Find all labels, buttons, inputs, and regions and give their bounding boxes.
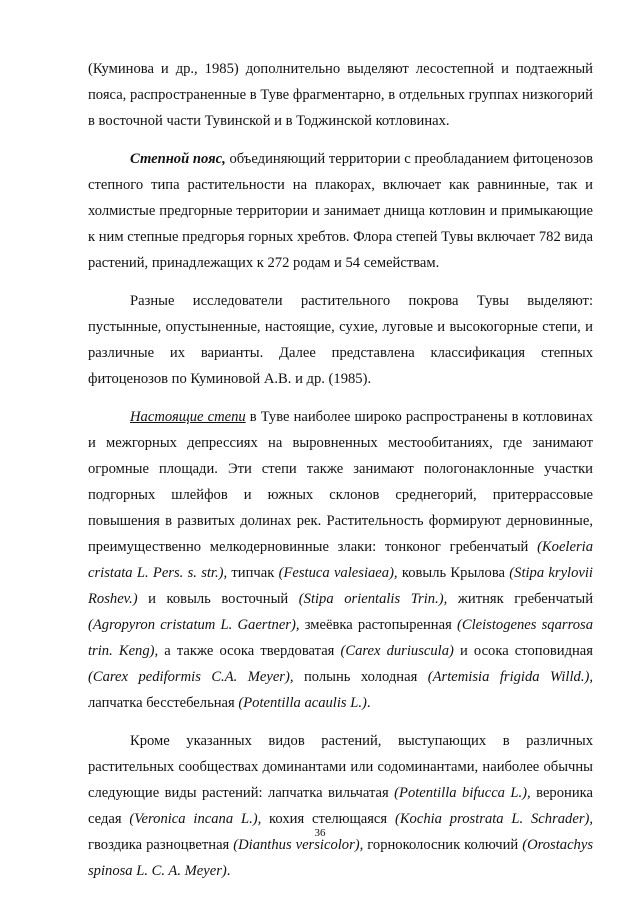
text-segment: и ковыль восточный [137, 591, 299, 607]
latin-name: (Orostachys spinosa L. C. A. Meyer) [88, 837, 593, 879]
text-segment: лапчатка бесстебельная [88, 695, 239, 711]
latin-name: (Potentilla bifucca L.), [394, 785, 531, 801]
paragraph-1-text: (Куминова и др., 1985) дополнительно выделяют лесостепной и подтаежный пояса, распространенные в Туве фрагментарно, в отдельных группах низкогорий в восточной части Тувинской и в Тоджинской котловинах. [88, 61, 593, 129]
term-steppe-belt: Степной пояс, [130, 151, 226, 167]
text-segment: в Туве наиболее широко распространены в котловинах и межгорных депрессиях на выровненных местообитаниях, где занимают огромные площади. Эти степи также занимают пологонаклонные участки подгорных шлейфов и южных склонов среднегорий, притеррассовые повышения в развитых долинах рек. Растительность формируют дерновинные, преимущественно мелкодерновинные злаки: тонконог гребенчатый [88, 409, 593, 555]
latin-name: (Artemisia frigida Willd.), [427, 669, 593, 685]
text-segment: типчак [227, 565, 279, 581]
latin-name: (Kochia prostrata L. Schrader), [394, 811, 594, 827]
term-true-steppes: Настоящие степи [130, 409, 246, 425]
latin-name: (Agropyron cristatum L. Gaertner), [88, 617, 300, 633]
paragraph-2-text: объединяющий территории с преобладанием фитоценозов степного типа растительности на плакорах, включает как равнинные, так и холмистые предгорные территории и занимает днища котловин и примыкающие к ним степные предгорья горных хребтов. Флора степей Тувы включает 782 вида растений, принадлежащих к 272 родам и 54 семействам. [88, 151, 593, 271]
latin-name: (Cleistogenes sqarrosa trin. Keng), [88, 617, 593, 659]
latin-name: (Carex pediformis C.A. Meyer), [88, 669, 294, 685]
latin-name: (Stipa krylovii Roshev.) [88, 565, 593, 607]
text-segment: змеёвка растопыренная [299, 617, 457, 633]
text-segment: горноколосник колючий [363, 837, 523, 853]
paragraph-3 [88, 288, 593, 392]
text-segment: и осока стоповидная [453, 643, 594, 659]
paragraph-3-text: Разные исследователи растительного покрова Тувы выделяют: пустынные, опустыненные, настоящие, сухие, луговые и высокогорные степи, и различные их варианты. Далее представлена классификация степных фитоценозов по Куминовой А.В. и др. (1985). [88, 293, 593, 387]
text-segment: . [226, 863, 231, 879]
text-segment: полынь холодная [293, 669, 428, 685]
paragraph-1 [88, 56, 593, 134]
latin-name: (Carex duriuscula) [340, 643, 454, 659]
latin-name: (Dianthus versicolor), [233, 837, 364, 853]
text-segment: вероника седая [88, 785, 593, 827]
paragraph-5 [88, 728, 593, 884]
latin-name: (Veronica incana L.), [129, 811, 262, 827]
text-segment: Кроме указанных видов растений, выступающих в различных растительных сообществах доминантами или содоминантами, наиболее обычны следующие виды растений: лапчатка вильчатая [88, 733, 593, 801]
page-number: 36 [314, 827, 326, 839]
latin-name: (Festuca valesiaea), [278, 565, 398, 581]
page-body [88, 56, 593, 894]
paragraph-4 [88, 404, 593, 716]
text-segment: житняк гребенчатый [447, 591, 593, 607]
paragraph-2 [88, 146, 593, 276]
text-segment: кохия стелющаяся [261, 811, 395, 827]
text-segment: а также осока твердоватая [158, 643, 341, 659]
text-segment: . [366, 695, 371, 711]
text-segment: гвоздика разноцветная [88, 837, 234, 853]
latin-name: (Stipa orientalis Trin.), [298, 591, 448, 607]
latin-name: (Potentilla acaulis L.) [238, 695, 367, 711]
text-segment: ковыль Крылова [397, 565, 510, 581]
latin-name: (Koeleria cristata L. Pers. s. str.), [88, 539, 593, 581]
